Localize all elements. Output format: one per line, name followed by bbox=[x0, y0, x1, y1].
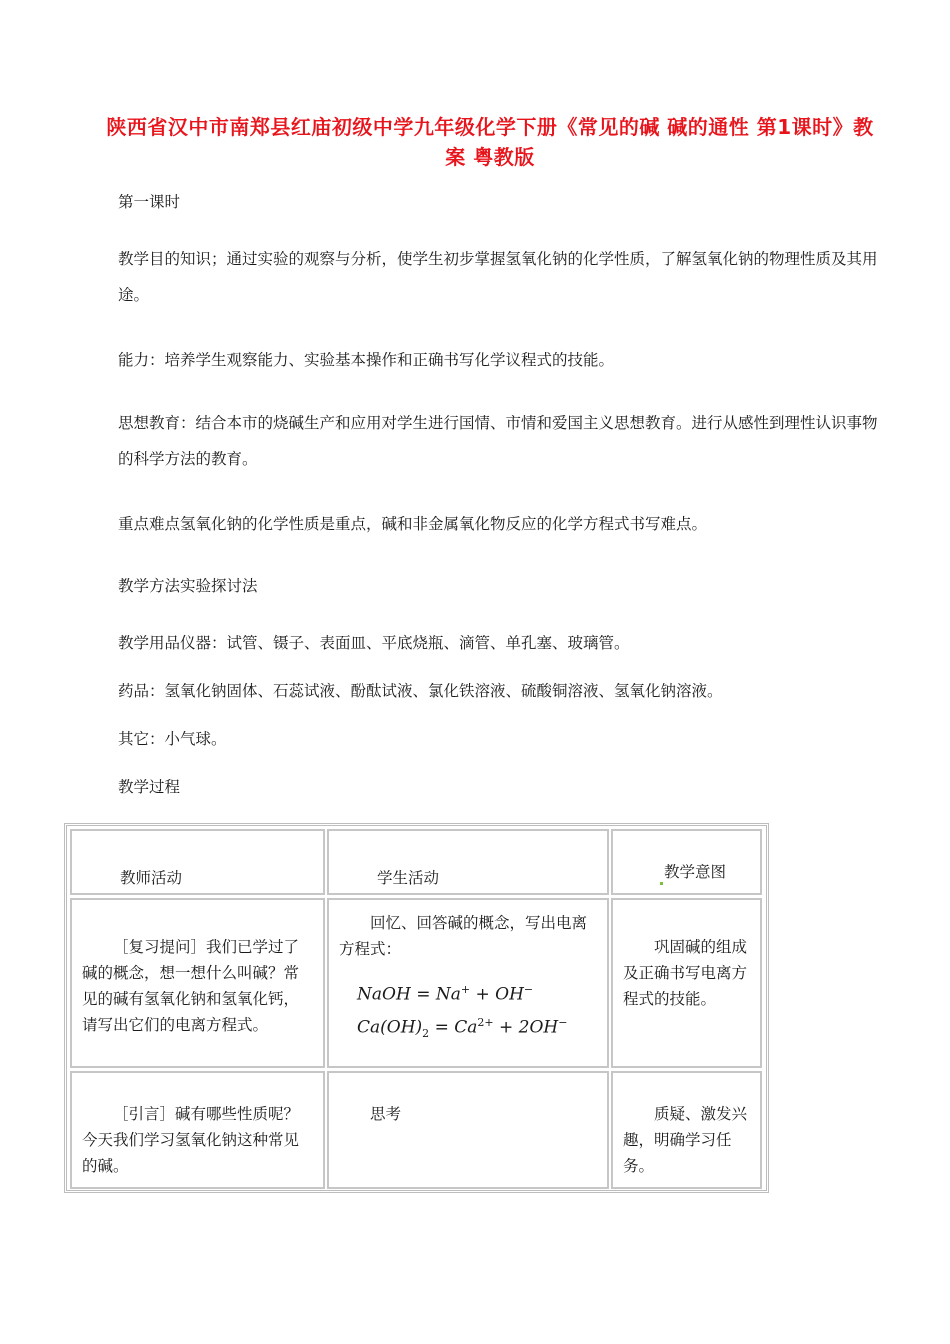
lesson-process-table bbox=[64, 823, 769, 1193]
row1-teacher: ［复习提问］我们已学过了碱的概念，想一想什么叫碱？常见的碱有氢氧化钠和氢氧化钙，请写出它们的电离方程式。 bbox=[70, 898, 325, 1068]
header-student: 学生活动 bbox=[327, 829, 609, 895]
header-teacher: 教师活动 bbox=[70, 829, 325, 895]
teaching-instruments: 教学用品仪器：试管、镊子、表面皿、平底烧瓶、滴管、单孔塞、玻璃管。 bbox=[118, 634, 630, 652]
key-points: 重点难点氢氧化钠的化学性质是重点，碱和非金属氧化物反应的化学方程式书写难点。 bbox=[118, 515, 708, 533]
row1-student-text: 回忆、回答碱的概念，写出电离方程式： bbox=[339, 914, 588, 958]
teaching-method: 教学方法实验探讨法 bbox=[118, 577, 258, 595]
row2-student: 思考 bbox=[327, 1071, 609, 1189]
row2-intent: 质疑、激发兴趣，明确学习任务。 bbox=[611, 1071, 762, 1189]
row1-intent: 巩固碱的组成及正确书写电离方程式的技能。 bbox=[611, 898, 762, 1068]
header-intent: 教学意图 bbox=[611, 829, 762, 895]
objective-ideology: 思想教育：结合本市的烧碱生产和应用对学生进行国情、市情和爱国主义思想教育。进行从感性到理性认识事物的科学方法的教育。 bbox=[118, 414, 878, 468]
teaching-other: 其它：小气球。 bbox=[118, 730, 227, 748]
process-heading: 教学过程 bbox=[118, 778, 181, 796]
objective-knowledge: 教学目的知识；通过实验的观察与分析，使学生初步掌握氢氧化钠的化学性质，了解氢氧化钠的物理性质及其用途。 bbox=[118, 250, 878, 304]
document-title: 陕西省汉中市南郑县红庙初级中学九年级化学下册《常见的碱 碱的通性 第1课时》教案 粤教版 bbox=[106, 115, 874, 169]
section-label: 第一课时 bbox=[118, 193, 181, 211]
teaching-reagents: 药品：氢氧化钠固体、石蕊试液、酚酞试液、氯化铁溶液、硫酸铜溶液、氢氧化钠溶液。 bbox=[118, 682, 723, 700]
mark-glyph bbox=[660, 882, 663, 885]
ionization-equation-caoh2: $Ca(OH)_2 = Ca^{2+} + 2OH^-$ bbox=[357, 1015, 568, 1040]
ionization-equation-naoh: NaOH = Na+ + OH− bbox=[357, 983, 534, 1005]
objective-ability: 能力：培养学生观察能力、实验基本操作和正确书写化学议程式的技能。 bbox=[118, 351, 615, 369]
row2-teacher: ［引言］碱有哪些性质呢？今天我们学习氢氧化钠这种常见的碱。 bbox=[70, 1071, 325, 1189]
row1-student bbox=[327, 898, 609, 1068]
